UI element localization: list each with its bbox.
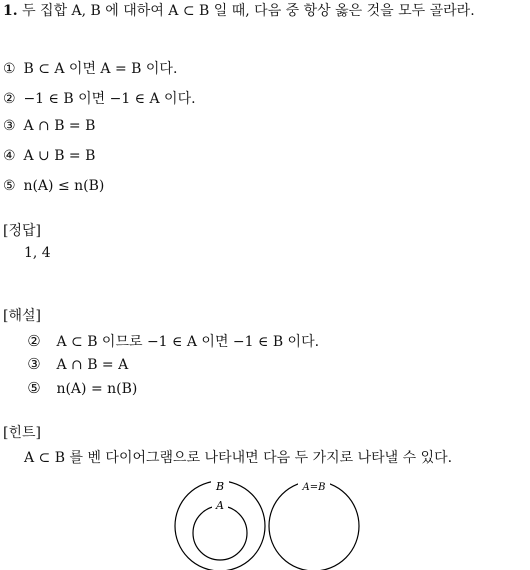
set-b-circle	[175, 481, 265, 570]
explanation-heading: [해설]	[3, 308, 41, 324]
choice-marker: ⑤	[3, 178, 16, 194]
choice-marker: ①	[3, 61, 16, 77]
choice-text: A ∩ B = B	[23, 118, 96, 134]
set-a-label: A	[216, 499, 224, 512]
answer-heading: [정답]	[3, 223, 41, 239]
choice-marker: ④	[3, 148, 16, 164]
question-text: 두 집합 A, B 에 대하여 A ⊂ B 일 때, 다음 중 항상 옳은 것을 모두 골라라.	[22, 3, 475, 19]
hint-text: A ⊂ B 를 벤 다이어그램으로 나타내면 다음 두 가지로 나타낼 수 있다.	[24, 450, 453, 466]
choice-text: −1 ∈ B 이면 −1 ∈ A 이다.	[23, 91, 196, 107]
explanation-marker: ⑤	[27, 379, 41, 397]
explanation-text: A ⊂ B 이므로 −1 ∈ A 이면 −1 ∈ B 이다.	[56, 334, 320, 350]
venn-left	[175, 478, 265, 570]
set-a-equals-b-label: A=B	[302, 482, 326, 493]
set-a-circle	[193, 506, 247, 560]
choice-text: B ⊂ A 이면 A = B 이다.	[23, 61, 178, 77]
explanation-marker: ②	[27, 332, 41, 350]
choice-text: A ∪ B = B	[23, 148, 96, 164]
explanation-marker: ③	[27, 355, 41, 373]
set-b-label: B	[215, 480, 225, 493]
choice-text: n(A) ≤ n(B)	[23, 178, 105, 194]
choice-marker: ③	[3, 118, 16, 134]
hint-heading: [힌트]	[3, 425, 41, 441]
answer-value: 1, 4	[24, 245, 51, 261]
explanation-text: n(A) = n(B)	[56, 381, 138, 397]
question-number: 1.	[3, 3, 18, 19]
set-a-equals-b-circle	[269, 481, 359, 570]
choice-marker: ②	[3, 91, 16, 107]
explanation-text: A ∩ B = A	[56, 357, 129, 373]
venn-right	[269, 478, 359, 570]
